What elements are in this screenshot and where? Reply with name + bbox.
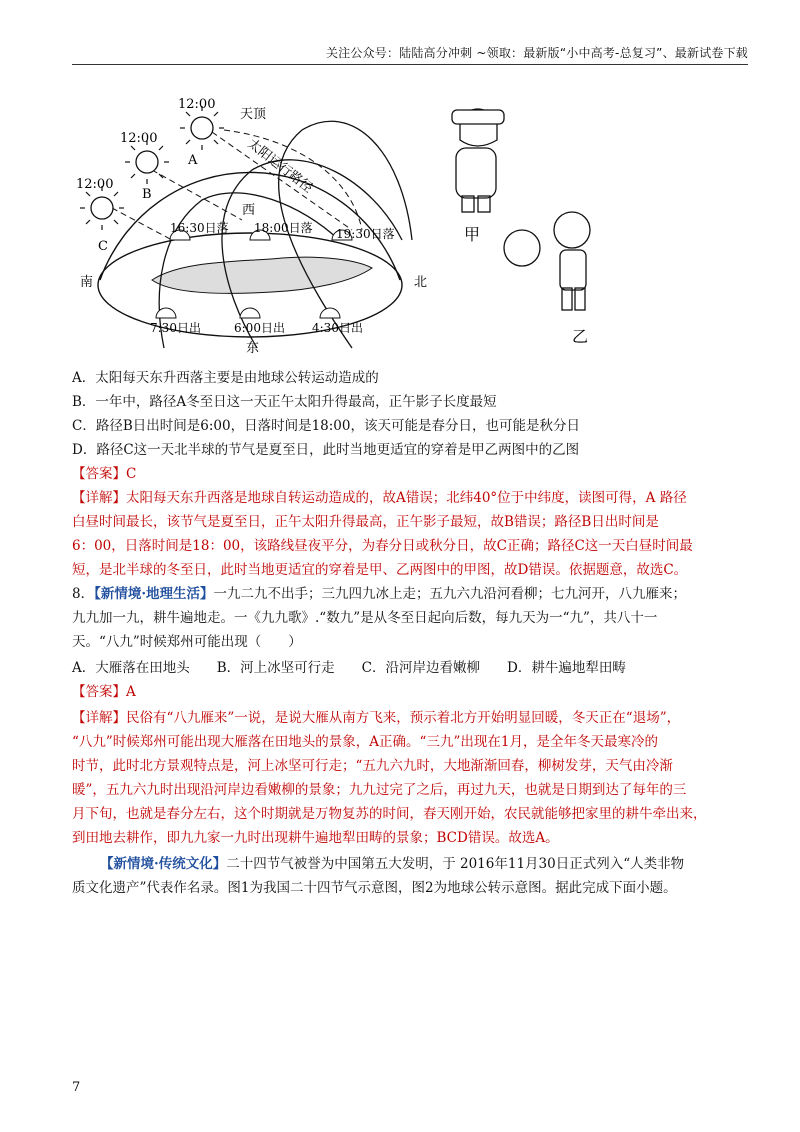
sunrise-icon [320, 308, 340, 318]
sun-path-figure [72, 90, 632, 360]
dash-b [152, 170, 242, 220]
noon-label: 12:00 [76, 177, 114, 192]
person-jia-label: 甲 [464, 225, 481, 244]
q7-option-b: B．一年中，路径A冬至日这一天正午太阳升得最高，正午影子长度最短 [72, 394, 497, 410]
next-intro-line: 质文化遗产”代表作名录。图1为我国二十四节气示意图，图2为地球公转示意图。据此完成下面小题。 [72, 880, 677, 896]
west-label: 西 [242, 203, 256, 218]
context-tag: 【新情境·地理生活】 [94, 586, 214, 602]
header-rule [72, 64, 748, 65]
sunset-label: 16:30日落 [170, 221, 229, 235]
q7-option-a: A．太阳每天东升西落主要是由地球公转运动造成的 [72, 370, 379, 386]
q7-detail-line: 6：00，日落时间是18：00，该路线昼夜平分，为春分日或秋分日，故C正确；路径C这一天白昼时间最 [72, 538, 693, 554]
q8-detail-line: 暖”，五九六九时出现沿河岸边看嫩柳的景象；九九过完了之后，再过九天，也就是日期到达了每年的三 [72, 782, 687, 798]
detail-tag: 【详解】 [72, 710, 126, 726]
q7-option-d: D．路径C这一天北半球的节气是夏至日，此时当地更适宜的穿着是甲乙两图中的乙图 [72, 442, 580, 458]
answer-value: A [126, 684, 136, 700]
south-label: 南 [80, 275, 94, 290]
path-letter: A [188, 153, 198, 168]
q8-detail-line: “八九”时候郑州可能出现大雁落在田地头的景象，A正确。“三九”出现在1月，是全年冬天最寒冷的 [72, 734, 658, 750]
sunset-label: 19:30日落 [336, 227, 395, 241]
sunset-label: 18:00日落 [254, 221, 313, 235]
path-label: 太阳运行路径 [244, 136, 316, 197]
land-shape [152, 257, 372, 293]
sunrise-label: 7:30日出 [150, 321, 201, 335]
page-header: 关注公众号：陆陆高分冲刺 ~领取：最新版“小中高考-总复习”、最新试卷下载 [325, 46, 748, 60]
page-number: 7 [72, 1080, 81, 1095]
q8-options: A．大雁落在田地头 B．河上冰坚可行走 C．沿河岸边看嫩柳 D．耕牛遍地犁田畴 [72, 660, 626, 676]
q8-detail-line: 月下旬，也就是春分左右，这个时期就是万物复苏的时间，春天刚开始，农民就能够把家里的耕牛牵出来， [72, 806, 707, 822]
path-letter: B [142, 187, 152, 202]
next-intro-line: 【新情境·传统文化】二十四节气被誉为中国第五大发明，于 2016年11月30日正式列入“人类非物 [100, 856, 685, 872]
answer-tag: 【答案】 [72, 684, 126, 700]
q8-detail-line: 到田地去耕作，即九九家一九时出现耕牛遍地犁田畴的景象；BCD错误。故选A。 [72, 830, 559, 846]
q7-detail-line: 【详解】太阳每天东升西落是地球自转运动造成的，故A错误；北纬40°位于中纬度，读图可得，A 路径 [72, 490, 687, 506]
answer-value: C [126, 466, 137, 482]
person-yi-label: 乙 [572, 327, 589, 346]
q8-detail-line: 时节，此时北方景观特点是，河上冰坚可行走；“五九六九时，大地渐渐回春，柳树发芽，天气由冷渐 [72, 758, 673, 774]
zenith-label: 天顶 [240, 107, 267, 122]
question-number: 8． [72, 586, 95, 602]
q7-option-c: C．路径B日出时间是6:00，日落时间是18:00，该天可能是春分日，也可能是秋分日 [72, 418, 580, 434]
sun-icon [125, 140, 169, 184]
sunrise-label: 6:00日出 [234, 321, 285, 335]
sunrise-label: 4:30日出 [312, 321, 363, 335]
sun-icon [80, 186, 124, 230]
person-jia-icon [452, 109, 504, 212]
answer-tag: 【答案】 [72, 466, 126, 482]
person-yi-icon [504, 212, 590, 310]
q8-detail-line: 【详解】民俗有“八九雁来”一说，是说大雁从南方飞来，预示着北方开始明显回暖，冬天正在“退场”， [72, 710, 681, 726]
context-tag: 【新情境·传统文化】 [100, 856, 227, 872]
noon-label: 12:00 [178, 97, 216, 112]
north-label: 北 [414, 275, 428, 290]
dash-c [112, 208, 172, 240]
sunrise-icon [240, 308, 260, 318]
east-label: 东 [246, 341, 260, 356]
sun-icon [180, 106, 224, 150]
q8-stem-line: 天。“八九”时候郑州可能出现（ ） [72, 634, 302, 650]
q7-detail-line: 短，是北半球的冬至日，此时当地更适宜的穿着是甲、乙两图中的甲图，故D错误。依据题意，故选C。 [72, 562, 688, 578]
q8-answer [72, 680, 732, 704]
detail-tag: 【详解】 [72, 490, 126, 506]
sun-path-diagram [72, 90, 632, 360]
q7-detail-line: 白昼时间最长，该节气是夏至日，正午太阳升得最高，正午影子最短，故B错误；路径B日出时间是 [72, 514, 659, 530]
q7-answer [72, 462, 732, 486]
path-letter: C [98, 239, 108, 254]
noon-label: 12:00 [120, 131, 158, 146]
q8-stem-line: 九九加一九，耕牛遍地走。一《九九歌》.“数九”是从冬至日起向后数，每九天为一“九”，共八十一 [72, 610, 658, 626]
q8-stem-line: 8．【新情境·地理生活】一九二九不出手；三九四九冰上走；五九六九沿河看柳；七九河开，八九雁来； [72, 586, 687, 602]
